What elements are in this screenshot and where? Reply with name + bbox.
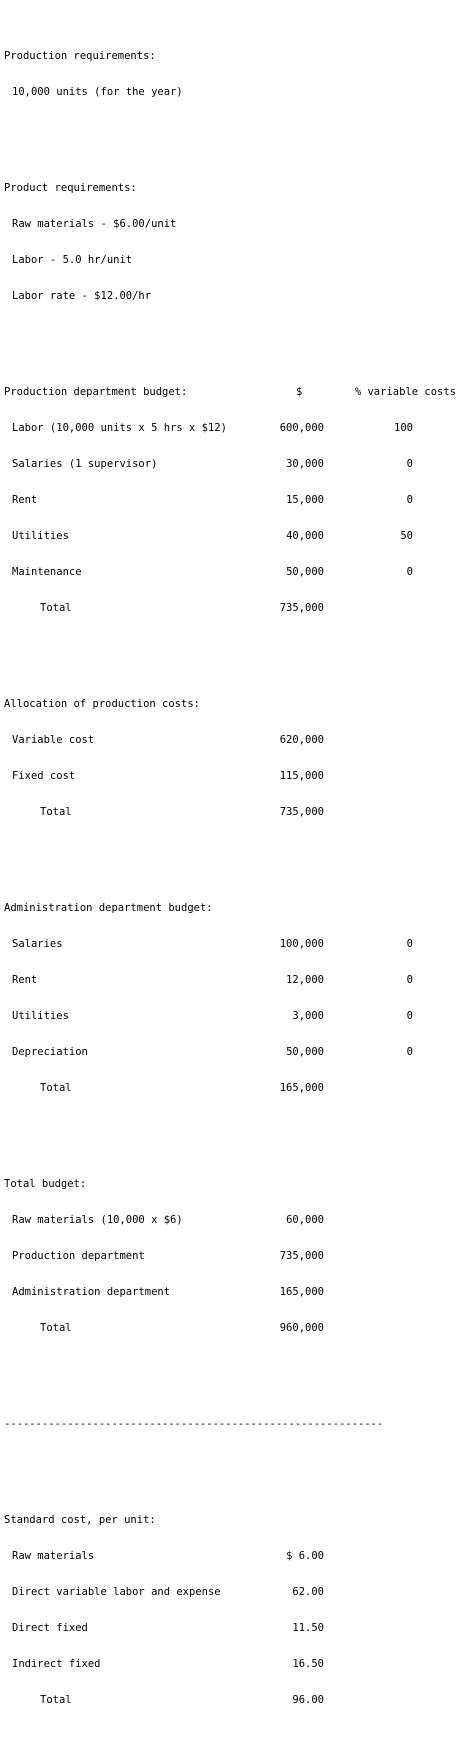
total-row: Total 735,000 [40,806,324,818]
production-budget-header [4,386,456,398]
table-row: Production department 735,000 [12,1250,324,1262]
table-row: Fixed cost 115,000 [12,770,324,782]
table-row: Utilities 40,000 50 [12,530,413,542]
table-row: Depreciation 50,000 0 [12,1046,413,1058]
table-row: Variable cost 620,000 [12,734,324,746]
table-row: Indirect fixed 16.50 [12,1658,324,1670]
variable-cost-column-header: % variable costs [354,386,456,398]
table-row: Raw materials (10,000 x $6) 60,000 [12,1214,324,1226]
table-row: Maintenance 50,000 0 [12,566,413,578]
admin-budget-heading: Administration department budget: [4,902,213,914]
production-budget-heading: Production department budget: [4,386,188,398]
table-row: Utilities 3,000 0 [12,1010,413,1022]
standard-cost-heading: Standard cost, per unit: [4,1514,156,1526]
table-row: Rent 15,000 0 [12,494,413,506]
total-row: Total 735,000 [40,602,324,614]
table-row: Salaries 100,000 0 [12,938,413,950]
allocation-heading: Allocation of production costs: [4,698,200,710]
table-row: Salaries (1 supervisor) 30,000 0 [12,458,413,470]
production-requirements-line: 10,000 units (for the year) [12,86,183,98]
total-row: Total 960,000 [40,1322,324,1334]
total-row: Total 96.00 [40,1694,324,1706]
dashed-separator: ------------------------------------------------------------ [4,1418,384,1430]
total-row: Total 165,000 [40,1082,324,1094]
dollar-column-header: $ [296,386,303,398]
table-row: Direct fixed 11.50 [12,1622,324,1634]
table-row: Direct variable labor and expense 62.00 [12,1586,324,1598]
cost-document [4,2,456,1730]
table-row: Labor (10,000 units x 5 hrs x $12) 600,000 100 [12,422,413,434]
product-requirement-line: Labor - 5.0 hr/unit [12,254,133,266]
table-row: Raw materials $ 6.00 [12,1550,324,1562]
product-requirements-heading: Product requirements: [4,182,137,194]
table-row: Rent 12,000 0 [12,974,413,986]
production-requirements-heading: Production requirements: [4,50,156,62]
product-requirement-line: Labor rate - $12.00/hr [12,290,152,302]
product-requirement-line: Raw materials - $6.00/unit [12,218,177,230]
total-budget-heading: Total budget: [4,1178,87,1190]
table-row: Administration department 165,000 [12,1286,324,1298]
